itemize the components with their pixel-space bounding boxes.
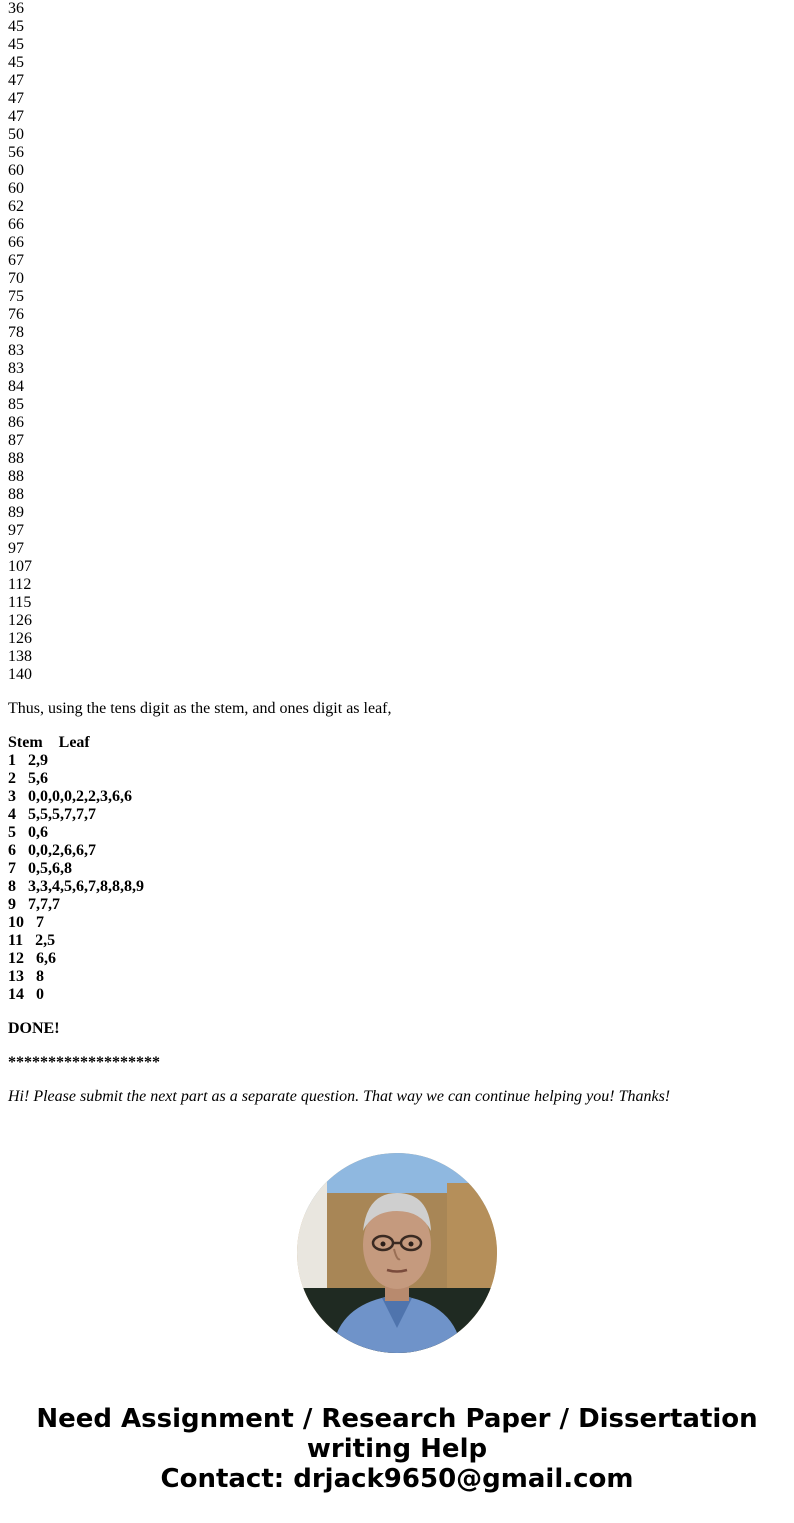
number-list [8, 0, 786, 684]
stem-leaf-row: 3 0,0,0,0,2,2,3,6,6 [8, 788, 132, 805]
number-item: 126 [8, 612, 32, 629]
number-item: 45 [8, 18, 24, 35]
author-avatar [297, 1153, 497, 1353]
number-item: 76 [8, 306, 24, 323]
number-item: 115 [8, 594, 32, 611]
number-item: 84 [8, 378, 24, 395]
number-item: 88 [8, 486, 24, 503]
stem-leaf-row: 14 0 [8, 986, 44, 1003]
number-item: 50 [8, 126, 24, 143]
stem-leaf-row: 6 0,0,2,6,6,7 [8, 842, 96, 859]
number-item: 62 [8, 198, 24, 215]
number-item: 70 [8, 270, 24, 287]
number-item: 60 [8, 162, 24, 179]
author-photo-illustration [297, 1153, 497, 1353]
number-item: 138 [8, 648, 32, 665]
stem-leaf-row: 4 5,5,5,7,7,7 [8, 806, 96, 823]
done-text: DONE! [8, 1020, 60, 1037]
number-item: 107 [8, 558, 32, 575]
number-item: 89 [8, 504, 24, 521]
stem-leaf-row: 9 7,7,7 [8, 896, 60, 913]
number-item: 66 [8, 234, 24, 251]
banner-line-1: Need Assignment / Research Paper / Dissertation [36, 1404, 758, 1434]
number-item: 36 [8, 0, 24, 17]
number-item: 97 [8, 522, 24, 539]
stem-leaf-header: Stem Leaf [8, 734, 90, 751]
separator-stars: ******************* [8, 1054, 160, 1071]
stem-leaf-row: 11 2,5 [8, 932, 56, 949]
number-item: 112 [8, 576, 32, 593]
number-item: 126 [8, 630, 32, 647]
number-item: 56 [8, 144, 24, 161]
note-text: Hi! Please submit the next part as a separate question. That way we can continue helping you! Thanks! [8, 1088, 671, 1105]
number-item: 47 [8, 108, 24, 125]
stem-leaf-row: 12 6,6 [8, 950, 56, 967]
intro-text: Thus, using the tens digit as the stem, and ones digit as leaf, [8, 700, 392, 717]
number-item: 83 [8, 342, 24, 359]
number-item: 140 [8, 666, 32, 683]
number-item: 67 [8, 252, 24, 269]
stem-leaf-row: 8 3,3,4,5,6,7,8,8,8,9 [8, 878, 144, 895]
number-item: 60 [8, 180, 24, 197]
stem-leaf-table [8, 734, 786, 1004]
number-item: 87 [8, 432, 24, 449]
stem-leaf-row: 10 7 [8, 914, 44, 931]
number-item: 66 [8, 216, 24, 233]
number-item: 45 [8, 54, 24, 71]
number-item: 78 [8, 324, 24, 341]
number-item: 45 [8, 36, 24, 53]
number-item: 47 [8, 90, 24, 107]
stem-leaf-row: 7 0,5,6,8 [8, 860, 72, 877]
answer-content [8, 0, 786, 1106]
stem-leaf-row: 2 5,6 [8, 770, 48, 787]
number-item: 75 [8, 288, 24, 305]
contact-banner [0, 1404, 794, 1494]
number-item: 97 [8, 540, 24, 557]
stem-leaf-row: 13 8 [8, 968, 44, 985]
number-item: 83 [8, 360, 24, 377]
banner-line-2: writing Help [306, 1434, 488, 1464]
number-item: 86 [8, 414, 24, 431]
number-item: 47 [8, 72, 24, 89]
stem-leaf-rows [8, 752, 786, 1004]
stem-leaf-row: 5 0,6 [8, 824, 48, 841]
contact-email[interactable]: Contact: drjack9650@gmail.com [160, 1464, 634, 1494]
number-item: 88 [8, 468, 24, 485]
number-item: 88 [8, 450, 24, 467]
number-item: 85 [8, 396, 24, 413]
stem-leaf-row: 1 2,9 [8, 752, 48, 769]
